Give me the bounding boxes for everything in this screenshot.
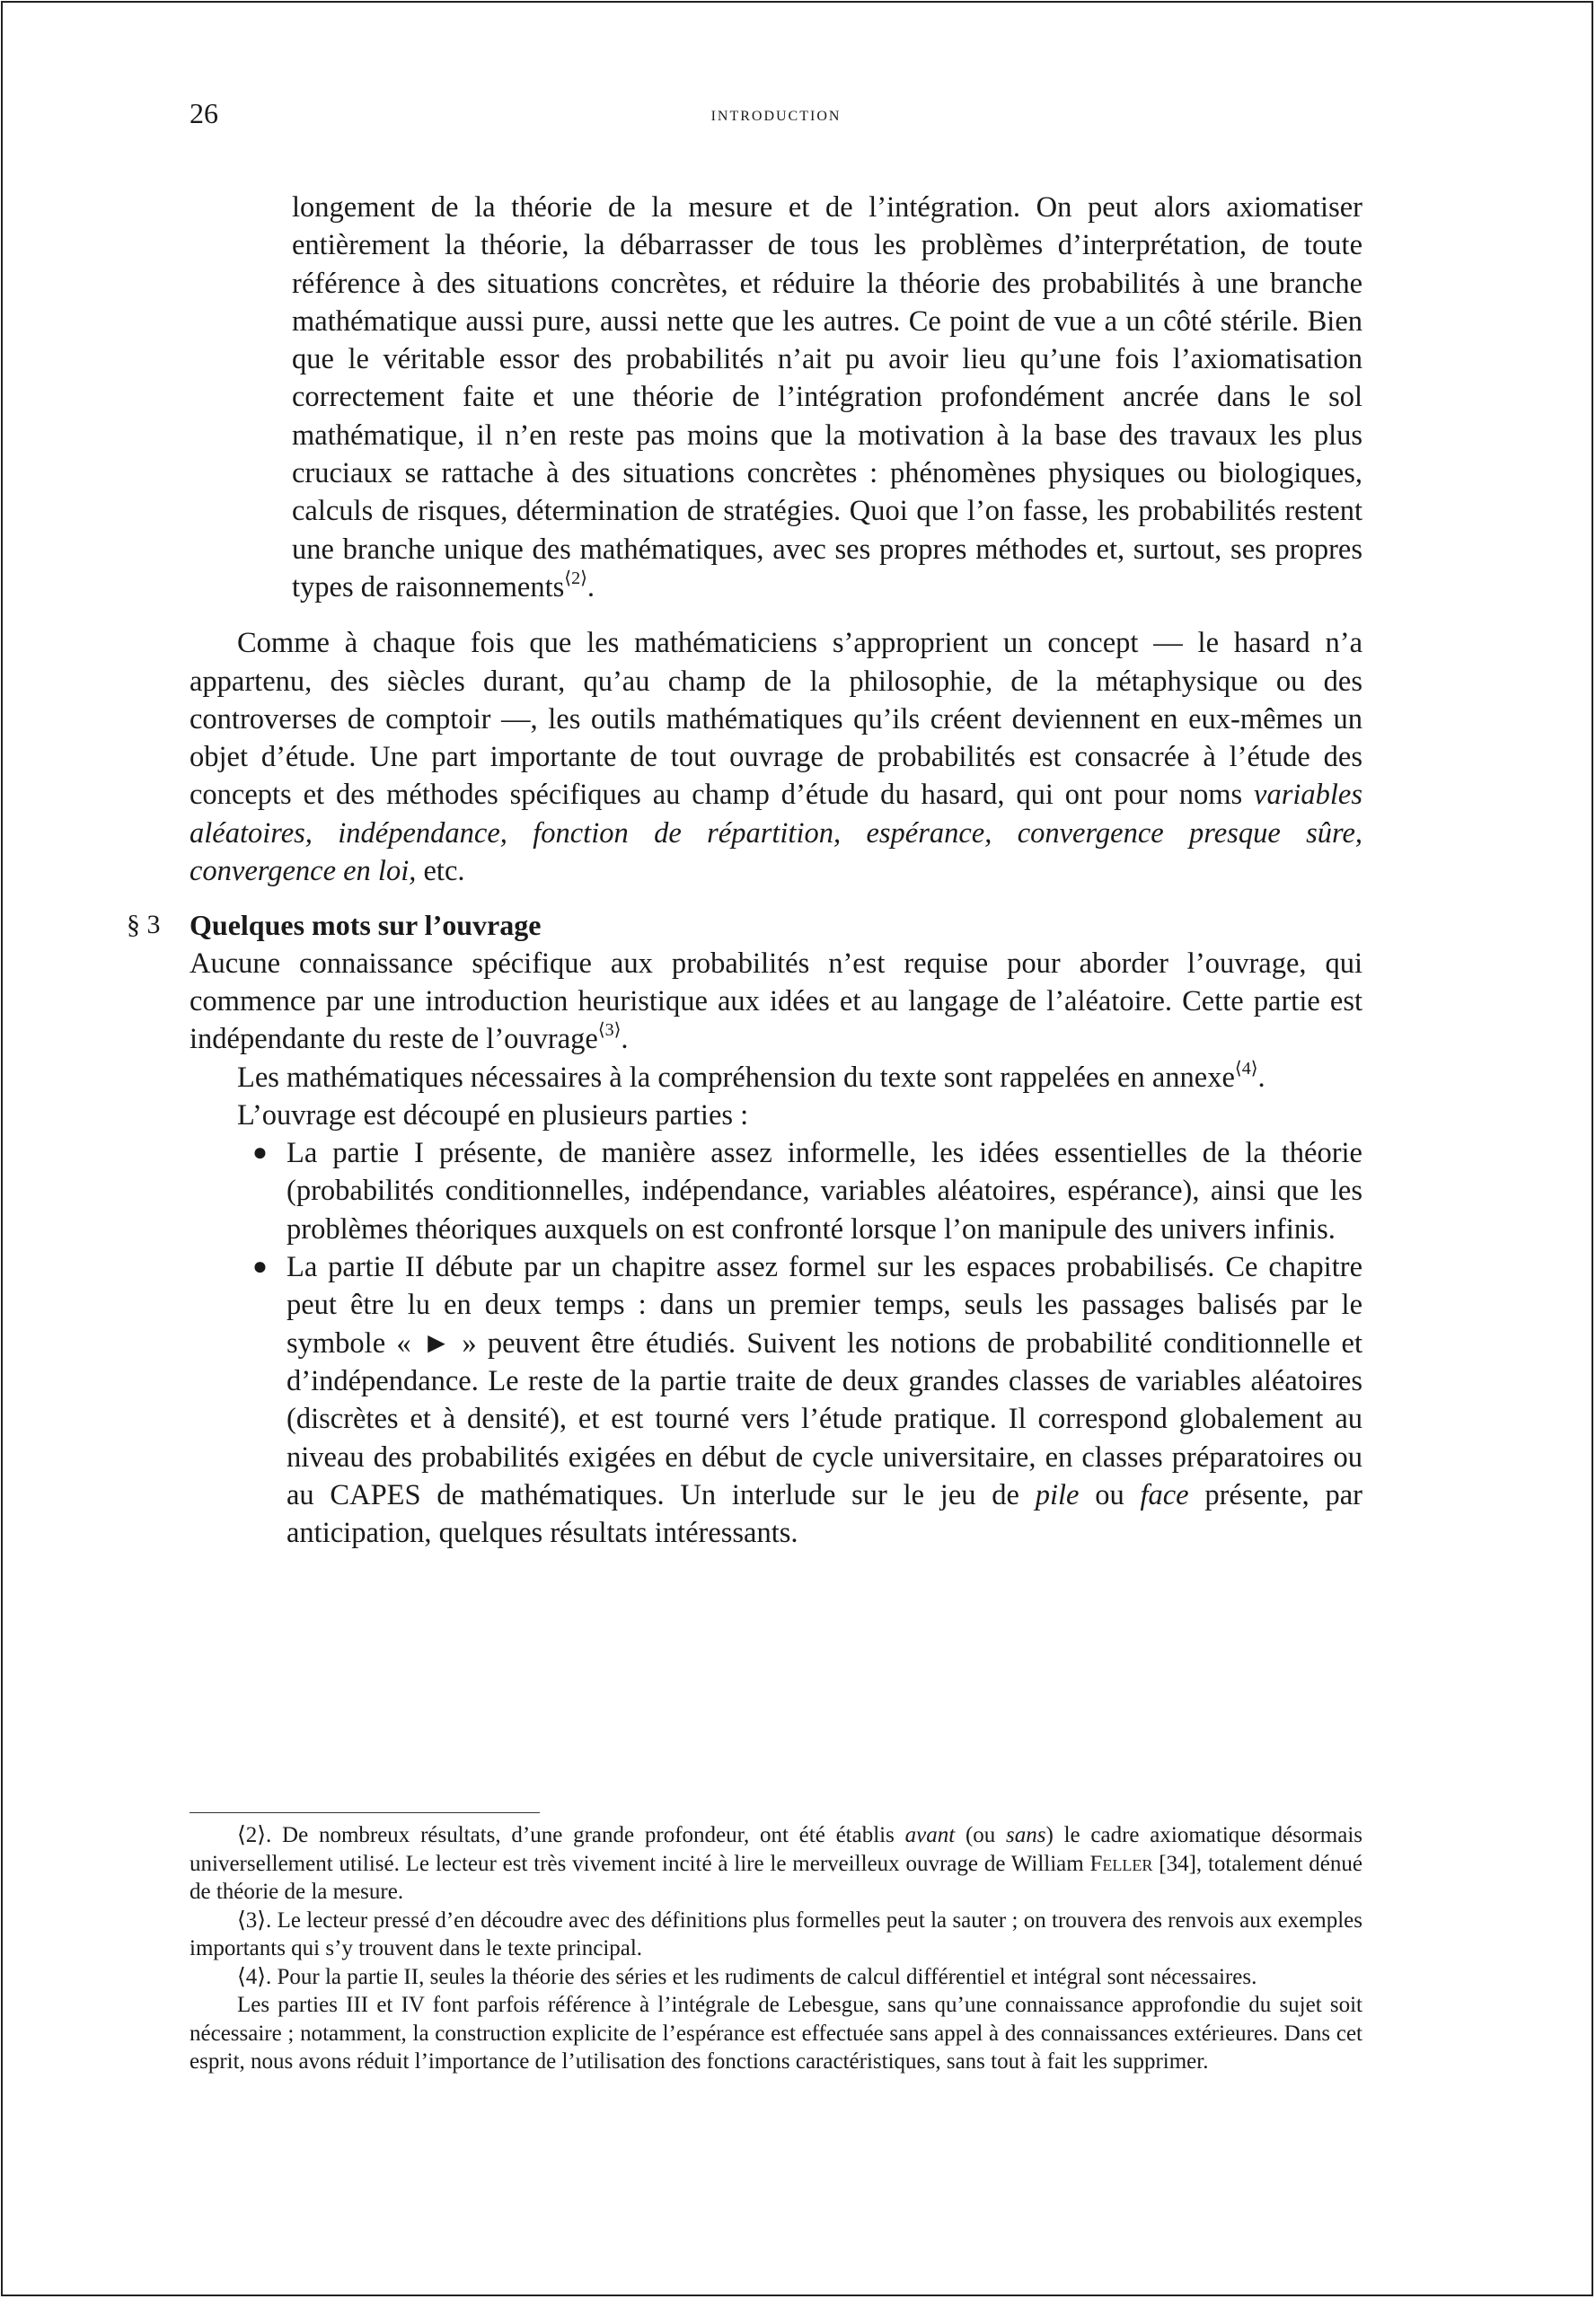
paragraph-end: etc. (416, 855, 465, 888)
footnote-ref-4[interactable]: ⟨4⟩ (1234, 1058, 1258, 1079)
section-number: § 3 (127, 910, 161, 940)
running-title: introduction (710, 102, 842, 125)
section-3 (127, 906, 1362, 1552)
concept-terms: variables aléatoires, indépendance, fonction de répartition, espérance, convergence presque sûre, convergence en loi, (190, 779, 1362, 888)
parts-list (190, 1134, 1362, 1552)
footnote-2 (190, 1821, 1362, 1907)
section-paragraph-1-text: Aucune connaissance spécifique aux probabilités n’est requise pour aborder l’ouvrage, qui commence par une introduction heuristique aux idées et au langage de l’aléatoire. Cette partie est indépendante du reste de l’ouvrage (190, 947, 1362, 1056)
section-paragraph-2-text: Les mathématiques nécessaires à la compréhension du texte sont rappelées en annexe (237, 1061, 1235, 1094)
term-pile: pile (1035, 1478, 1080, 1511)
quote-end: . (586, 570, 595, 603)
footnote-3: ⟨3⟩. Le lecteur pressé d’en découdre avec des définitions plus formelles peut la sauter ; on trouvera des renvois aux exemples importants qui s’y trouvent dans le texte principal. (190, 1907, 1362, 1960)
quote-text: longement de la théorie de la mesure et de l’intégration. On peut alors axiomatiser entièrement la théorie, la débarrasser de tous les problèmes d’interprétation, de toute référence à des situations concrètes, et réduire la théorie des probabilités à une branche mathématique aussi pure, aussi nette que les autres. Ce point de vue a un côté stérile. Bien que le véritable essor des probabilités n’ait pu avoir lieu qu’une fois l’axiomatisation correctement faite et une théorie de l’intégration profondément ancrée dans le sol mathématique, il n’en reste pas moins que la motivation à la base des travaux les plus cruciaux se rattache à des situations concrètes : phénomènes physiques ou biologiques, calculs de risques, détermination de stratégies. Quoi que l’on fasse, les probabilités restent une branche unique des mathématiques, avec ses propres méthodes et, surtout, ses propres types de raisonnements (292, 191, 1362, 603)
list-item (252, 1248, 1362, 1552)
paragraph-concepts (190, 624, 1362, 890)
paragraph-text: Comme à chaque fois que les mathématiciens s’approprient un concept — le hasard n’a appartenu, des siècles durant, qu’au champ de la philosophie, de la métaphysique ou des controverses de comptoir —, les outils mathématiques qu’ils créent deviennent en eux-mêmes un objet d’étude. Une part importante de tout ouvrage de probabilités est consacrée à l’étude des concepts et des méthodes spécifiques au champ d’étude du hasard, qui ont pour noms (190, 627, 1362, 812)
page-header (190, 97, 1362, 133)
footnote-separator (190, 1812, 540, 1813)
footnote-text: [34], totalement dénué de théorie de la mesure. (190, 1851, 1362, 1904)
footnote-ref-3[interactable]: ⟨3⟩ (597, 1020, 622, 1041)
footnote-text: ) le cadre axiomatique désormais universellement utilisé. Le lecteur est très vivement incité à lire le merveilleux ouvrage de William (190, 1823, 1363, 1876)
section-title: Quelques mots sur l’ouvrage (190, 909, 542, 942)
footnote-4-continued: Les parties III et IV font parfois référence à l’intégrale de Lebesgue, sans qu’une connaissance approfondie du sujet soit nécessaire ; notamment, la construction explicite de l’espérance est effectuée sans appel à des connaissances extérieures. Dans cet esprit, nous avons réduit l’importance de l’utilisation des fonctions caractéristiques, sans tout à fait les supprimer. (190, 1993, 1362, 2074)
section-paragraph-2 (190, 1059, 1362, 1097)
author-name: Feller (1089, 1851, 1153, 1876)
list-item-text: ou (1079, 1478, 1141, 1511)
footnote-text: (ou (955, 1823, 1007, 1847)
term-face: face (1140, 1478, 1189, 1511)
bullet-icon: ● (252, 1253, 268, 1282)
footnote-ref-2[interactable]: ⟨2⟩ (564, 568, 587, 588)
page-number: 26 (190, 97, 218, 129)
footnote-text: ⟨2⟩. De nombreux résultats, d’une grande profondeur, ont été établis (237, 1823, 905, 1847)
section-paragraph-2-end: . (1257, 1061, 1265, 1094)
list-item-text: La partie I présente, de manière assez informelle, les idées essentielles de la théorie (probabilités conditionnelles, indépendance, variables aléatoires, espérance), ainsi que les problèmes théoriques auxquels on est confronté lorsque l’on manipule des univers infinis. (287, 1137, 1362, 1246)
section-paragraph-3: L’ouvrage est découpé en plusieurs parties : (237, 1098, 749, 1132)
footnote-emphasis: avant (904, 1823, 956, 1847)
footnote-emphasis: sans (1006, 1823, 1046, 1847)
list-item-text: présente, par anticipation, quelques résultats intéressants. (287, 1478, 1362, 1550)
list-item (252, 1134, 1362, 1248)
section-paragraph-1 (190, 945, 1362, 1059)
indented-quote-paragraph (292, 189, 1362, 606)
footnote-4: ⟨4⟩. Pour la partie II, seules la théorie des séries et les rudiments de calcul différentiel et intégral sont nécessaires. (237, 1964, 1257, 1989)
main-text (127, 189, 1362, 1552)
footnotes (190, 1821, 1362, 2076)
bullet-icon: ● (252, 1139, 268, 1167)
list-item-text: La partie II débute par un chapitre assez formel sur les espaces probabilisés. Ce chapitre peut être lu en deux temps : dans un premier temps, seuls les passages balisés par le symbole « ► » peuvent être étudiés. Suivent les notions de probabilité conditionnelle et d’indépendance. Le reste de la partie traite de deux grandes classes de variables aléatoires (discrètes et à densité), et est tourné vers l’étude pratique. Il correspond globalement au niveau des probabilités exigées en début de cycle universitaire, en classes préparatoires ou au CAPES de mathématiques. Un interlude sur le jeu de (287, 1251, 1362, 1511)
section-paragraph-1-end: . (621, 1023, 629, 1056)
